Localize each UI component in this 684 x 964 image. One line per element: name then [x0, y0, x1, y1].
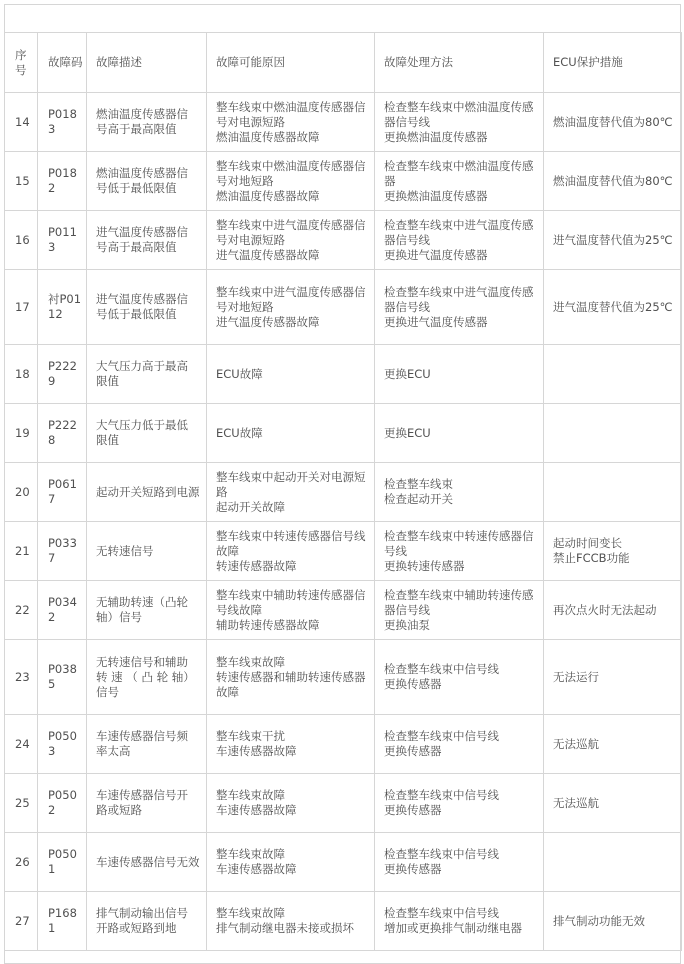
cell-desc-line: 限值	[96, 374, 119, 388]
cell-ecu	[544, 270, 682, 345]
cell-ecu	[544, 211, 682, 270]
cell-method-line: 检查整车线束中信号线	[384, 906, 499, 920]
cell-cause-line: 整车线束故障	[216, 788, 285, 802]
cell-desc	[87, 833, 207, 892]
cell-cause-line: 整车线束中进气温度传感器信号对电源短路	[216, 217, 366, 247]
cell-method-line: 更换ECU	[384, 366, 431, 381]
cell-no: 26	[5, 833, 38, 892]
cell-desc	[87, 345, 207, 404]
cell-method-line: 检查整车线束中辅助转速传感器信号线	[384, 587, 534, 617]
cell-code: P0182	[38, 152, 87, 211]
cell-desc	[87, 404, 207, 463]
table-row	[5, 463, 682, 522]
cell-method-line: 更换燃油温度传感器	[384, 188, 488, 203]
table-row	[5, 774, 682, 833]
table-header-row	[5, 33, 682, 93]
cell-desc	[87, 152, 207, 211]
cell-method-line: 更换传感器	[384, 744, 442, 758]
cell-desc	[87, 463, 207, 522]
cell-desc	[87, 522, 207, 581]
cell-ecu	[544, 774, 682, 833]
cell-no: 14	[5, 93, 38, 152]
cell-no: 24	[5, 715, 38, 774]
cell-cause-line: 整车线束中燃油温度传感器信号对地短路	[216, 158, 366, 188]
table-row	[5, 93, 682, 152]
cell-desc	[87, 715, 207, 774]
cell-ecu-line: 禁止FCCB功能	[553, 551, 630, 565]
cell-ecu	[544, 345, 682, 404]
cell-cause-line: 整车线束中进气温度传感器信号对地短路	[216, 284, 366, 314]
cell-no: 15	[5, 152, 38, 211]
table-row	[5, 640, 682, 715]
cell-method-line: 检查起动开关	[384, 492, 453, 506]
cell-cause-line: ECU故障	[216, 366, 263, 381]
cell-desc	[87, 640, 207, 715]
cell-method	[375, 270, 544, 345]
cell-desc-line: 开路或短路到地	[96, 921, 177, 935]
table-row	[5, 715, 682, 774]
cell-desc	[87, 774, 207, 833]
cell-cause	[207, 93, 375, 152]
cell-no: 22	[5, 581, 38, 640]
cell-code: P0503	[38, 715, 87, 774]
cell-cause-line: 车速传感器故障	[216, 744, 297, 758]
cell-no: 19	[5, 404, 38, 463]
cell-cause-line: 辅助转速传感器故障	[216, 617, 320, 632]
cell-code: P0113	[38, 211, 87, 270]
cell-ecu	[544, 833, 682, 892]
cell-cause-line: 车速传感器故障	[216, 803, 297, 817]
cell-code: P1681	[38, 892, 87, 951]
cell-ecu	[544, 463, 682, 522]
cell-no: 16	[5, 211, 38, 270]
cell-method-line: 检查整车线束中信号线	[384, 847, 499, 861]
cell-cause	[207, 463, 375, 522]
cell-code: 衬P0112	[38, 270, 87, 345]
cell-ecu	[544, 892, 682, 951]
cell-no: 21	[5, 522, 38, 581]
cell-desc-line: 路或短路	[96, 803, 142, 817]
cell-desc	[87, 93, 207, 152]
cell-cause	[207, 833, 375, 892]
cell-no: 20	[5, 463, 38, 522]
cell-code: P2228	[38, 404, 87, 463]
cell-method	[375, 581, 544, 640]
cell-desc-line: 限值	[96, 433, 119, 447]
cell-cause	[207, 211, 375, 270]
cell-ecu	[544, 93, 682, 152]
header-no: 序号	[5, 33, 38, 93]
cell-cause	[207, 345, 375, 404]
cell-ecu-line: 再次点火时无法起动	[553, 602, 657, 617]
cell-cause-line: 整车线束故障	[216, 906, 285, 920]
cell-cause-line: 起动开关故障	[216, 499, 285, 514]
cell-desc-line: 无辅助转速（凸轮	[96, 595, 188, 609]
cell-method-line: 更换燃油温度传感器	[384, 129, 488, 144]
header-method: 故障处理方法	[375, 33, 544, 93]
cell-desc-line: 率太高	[96, 744, 131, 758]
cell-cause	[207, 581, 375, 640]
cell-code: P0501	[38, 833, 87, 892]
cell-desc-line: 车速传感器信号频	[96, 729, 188, 743]
cell-desc-line: 大气压力低于最低	[96, 418, 188, 432]
cell-cause-line: 整车线束故障	[216, 847, 285, 861]
cell-method-line: 更换转速传感器	[384, 558, 465, 573]
cell-method-line: 更换进气温度传感器	[384, 314, 488, 329]
cell-code: P0502	[38, 774, 87, 833]
cell-desc-line: 转 速 （ 凸 轮 轴）信号	[96, 669, 195, 699]
cell-method	[375, 640, 544, 715]
cell-cause-line: 进气温度传感器故障	[216, 314, 320, 329]
cell-ecu-line: 无法巡航	[553, 795, 599, 810]
cell-method	[375, 833, 544, 892]
cell-cause	[207, 522, 375, 581]
cell-desc-line: 燃油温度传感器信	[96, 166, 188, 180]
cell-cause-line: 转速传感器和辅助转速传感器故障	[216, 669, 366, 699]
cell-ecu	[544, 152, 682, 211]
cell-no: 25	[5, 774, 38, 833]
cell-desc	[87, 581, 207, 640]
cell-ecu-line: 燃油温度替代值为80℃	[553, 114, 673, 129]
cell-method-line: 检查整车线束中进气温度传感器信号线	[384, 284, 534, 314]
table-row	[5, 404, 682, 463]
cell-method	[375, 152, 544, 211]
cell-desc	[87, 270, 207, 345]
cell-code: P0337	[38, 522, 87, 581]
cell-ecu-line: 排气制动功能无效	[553, 913, 645, 928]
cell-cause	[207, 892, 375, 951]
header-desc: 故障描述	[87, 33, 207, 93]
cell-cause-line: 燃油温度传感器故障	[216, 188, 320, 203]
cell-no: 27	[5, 892, 38, 951]
cell-desc-line: 号高于最高限值	[96, 240, 177, 254]
cell-ecu	[544, 581, 682, 640]
cell-no: 17	[5, 270, 38, 345]
cell-desc-line: 车速传感器信号无效	[96, 854, 200, 869]
cell-method	[375, 715, 544, 774]
cell-desc-line: 号高于最高限值	[96, 122, 177, 136]
cell-cause-line: 转速传感器故障	[216, 558, 297, 573]
cell-method-line: 更换油泵	[384, 617, 430, 632]
table-row	[5, 152, 682, 211]
cell-ecu-line: 进气温度替代值为25℃	[553, 299, 673, 314]
cell-method-line: 检查整车线束中进气温度传感器信号线	[384, 217, 534, 247]
cell-method-line: 检查整车线束中信号线	[384, 788, 499, 802]
cell-method	[375, 345, 544, 404]
cell-code: P0342	[38, 581, 87, 640]
table-row	[5, 522, 682, 581]
cell-cause-line: 进气温度传感器故障	[216, 247, 320, 262]
cell-cause	[207, 715, 375, 774]
cell-method-line: 检查整车线束中转速传感器信号线	[384, 528, 534, 558]
cell-cause	[207, 640, 375, 715]
cell-ecu	[544, 640, 682, 715]
table-row	[5, 211, 682, 270]
cell-method-line: 检查整车线束	[384, 477, 453, 491]
cell-ecu	[544, 522, 682, 581]
cell-cause-line: ECU故障	[216, 425, 263, 440]
cell-cause	[207, 270, 375, 345]
cell-code: P0183	[38, 93, 87, 152]
cell-method-line: 检查整车线束中信号线	[384, 729, 499, 743]
cell-method	[375, 522, 544, 581]
cell-cause	[207, 404, 375, 463]
cell-code: P2229	[38, 345, 87, 404]
table-row	[5, 270, 682, 345]
cell-ecu-line: 进气温度替代值为25℃	[553, 232, 673, 247]
cell-ecu-line: 起动时间变长	[553, 536, 622, 550]
cell-desc-line: 进气温度传感器信	[96, 225, 188, 239]
cell-cause	[207, 774, 375, 833]
cell-cause	[207, 152, 375, 211]
header-code: 故障码	[38, 33, 87, 93]
cell-desc-line: 进气温度传感器信	[96, 292, 188, 306]
cell-cause-line: 整车线束中辅助转速传感器信号线故障	[216, 587, 366, 617]
cell-ecu	[544, 404, 682, 463]
cell-method	[375, 892, 544, 951]
cell-method-line: 更换传感器	[384, 862, 442, 876]
cell-desc-line: 号低于最低限值	[96, 181, 177, 195]
cell-desc-line: 燃油温度传感器信	[96, 107, 188, 121]
cell-method-line: 检查整车线束中信号线	[384, 662, 499, 676]
cell-desc-line: 无转速信号和辅助	[96, 654, 188, 669]
cell-cause-line: 排气制动继电器未接或损坏	[216, 921, 354, 935]
cell-desc-line: 大气压力高于最高	[96, 359, 188, 373]
cell-method-line: 检查整车线束中燃油温度传感器信号线	[384, 99, 534, 129]
cell-ecu	[544, 715, 682, 774]
cell-method-line: 更换传感器	[384, 803, 442, 817]
cell-desc-line: 无转速信号	[96, 543, 154, 558]
cell-desc-line: 车速传感器信号开	[96, 788, 188, 802]
cell-cause-line: 整车线束中转速传感器信号线故障	[216, 528, 366, 558]
table-row	[5, 892, 682, 951]
header-cause: 故障可能原因	[207, 33, 375, 93]
cell-method-line: 更换进气温度传感器	[384, 247, 488, 262]
table-row	[5, 833, 682, 892]
cell-no: 23	[5, 640, 38, 715]
cell-method-line: 增加或更换排气制动继电器	[384, 921, 522, 935]
cell-method	[375, 93, 544, 152]
cell-cause-line: 车速传感器故障	[216, 862, 297, 876]
cell-cause-line: 整车线束中燃油温度传感器信号对电源短路	[216, 99, 366, 129]
cell-desc-line: 号低于最低限值	[96, 307, 177, 321]
cell-method	[375, 774, 544, 833]
cell-cause-line: 整车线束故障	[216, 654, 285, 669]
cell-desc-line: 起动开关短路到电源	[96, 484, 200, 499]
cell-ecu-line: 无法巡航	[553, 736, 599, 751]
cell-cause-line: 整车线束中起动开关对电源短路	[216, 469, 366, 499]
header-ecu: ECU保护措施	[544, 33, 682, 93]
cell-code: P0617	[38, 463, 87, 522]
cell-method	[375, 211, 544, 270]
fault-code-table	[4, 32, 682, 951]
cell-code: P0385	[38, 640, 87, 715]
cell-ecu-line: 无法运行	[553, 669, 599, 684]
cell-desc	[87, 892, 207, 951]
cell-method	[375, 404, 544, 463]
table-row	[5, 345, 682, 404]
cell-cause-line: 燃油温度传感器故障	[216, 129, 320, 144]
cell-method-line: 检查整车线束中燃油温度传感器	[384, 158, 534, 188]
cell-method	[375, 463, 544, 522]
cell-cause-line: 整车线束干扰	[216, 729, 285, 743]
cell-method-line: 更换ECU	[384, 425, 431, 440]
cell-ecu-line: 燃油温度替代值为80℃	[553, 173, 673, 188]
cell-no: 18	[5, 345, 38, 404]
table-row	[5, 581, 682, 640]
cell-desc	[87, 211, 207, 270]
cell-desc-line: 轴）信号	[96, 610, 142, 624]
cell-method-line: 更换传感器	[384, 677, 442, 691]
cell-desc-line: 排气制动输出信号	[96, 906, 188, 920]
